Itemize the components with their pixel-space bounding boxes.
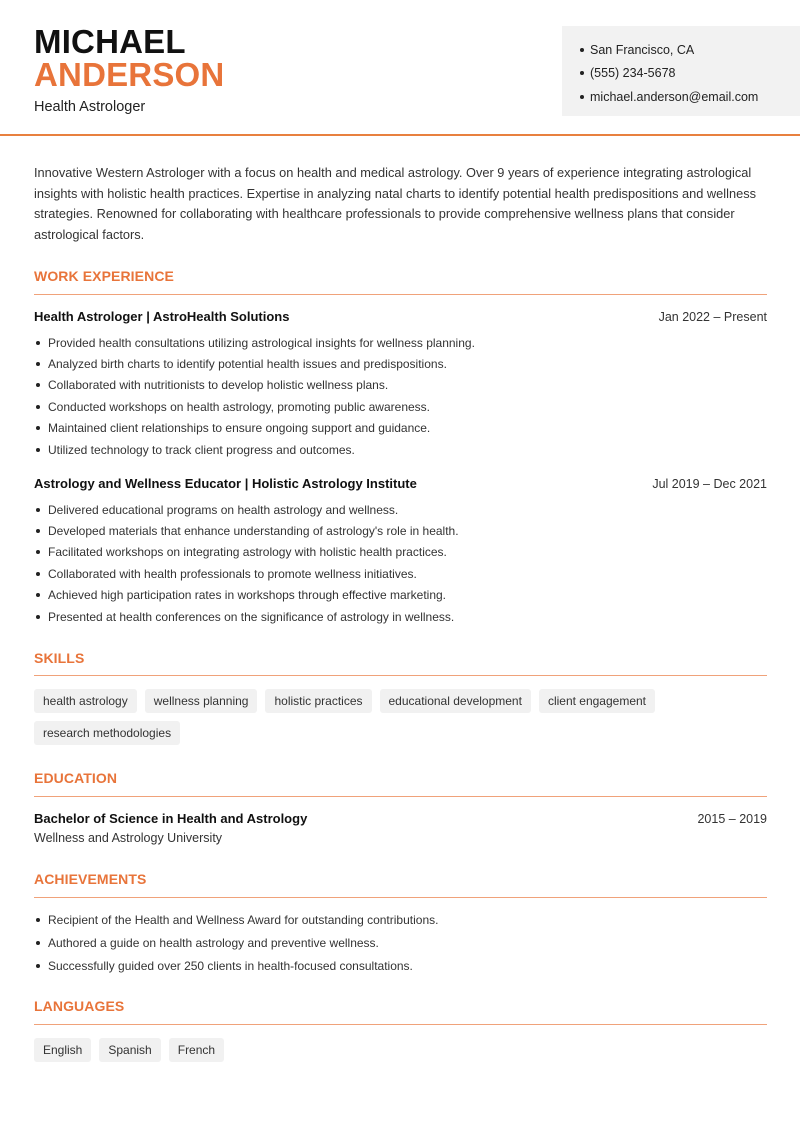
list-item-text: Presented at health conferences on the significance of astrology in wellness. (48, 609, 455, 624)
achievements-heading: ACHIEVEMENTS (34, 871, 147, 887)
bullet-icon (580, 95, 584, 99)
job-dates: Jul 2019 – Dec 2021 (652, 477, 767, 491)
resume-header (0, 0, 800, 136)
achievements-list (34, 909, 767, 977)
bullet-icon (36, 529, 40, 533)
list-item-text: Provided health consultations utilizing astrological insights for wellness planning. (48, 335, 475, 350)
last-name: ANDERSON (34, 56, 225, 93)
job-title: Health Astrologer (34, 99, 146, 115)
job-entry-header (34, 476, 767, 491)
bullet-icon (36, 550, 40, 554)
list-item-text: Conducted workshops on health astrology, promoting public awareness. (48, 399, 430, 414)
bullet-icon (36, 615, 40, 619)
bullet-icon (580, 71, 584, 75)
skill-tag: health astrology (34, 689, 137, 713)
bullet-icon (36, 508, 40, 512)
list-item-text: Utilized technology to track client progress and outcomes. (48, 442, 355, 457)
list-item (34, 332, 767, 353)
list-item (34, 563, 767, 584)
job-title-company: Health Astrologer | AstroHealth Solutions (34, 309, 290, 324)
job-title-company: Astrology and Wellness Educator | Holistic Astrology Institute (34, 476, 417, 491)
list-item-text: Successfully guided over 250 clients in health-focused consultations. (48, 958, 413, 973)
contact-box (562, 26, 800, 116)
list-item-text: Delivered educational programs on health astrology and wellness. (48, 502, 399, 517)
bullet-icon (36, 448, 40, 452)
bullet-icon (36, 593, 40, 597)
bullet-icon (36, 941, 40, 945)
list-item (34, 353, 767, 374)
contact-email-text[interactable]: michael.anderson@email.com (590, 89, 759, 104)
contact-phone (580, 62, 800, 86)
list-item (34, 909, 767, 932)
section-divider (34, 294, 767, 295)
section-divider (34, 796, 767, 797)
list-item (34, 418, 767, 439)
section-divider (34, 1024, 767, 1025)
bullet-icon (36, 964, 40, 968)
list-item-text: Collaborated with health professionals to promote wellness initiatives. (48, 566, 417, 581)
list-item (34, 499, 767, 520)
skill-tag: holistic practices (265, 689, 371, 713)
language-tag: French (169, 1038, 224, 1062)
language-tag: English (34, 1038, 91, 1062)
bullet-icon (36, 362, 40, 366)
list-item (34, 439, 767, 460)
contact-email[interactable] (580, 85, 800, 109)
contact-phone-text: (555) 234-5678 (590, 66, 676, 81)
list-item (34, 585, 767, 606)
list-item (34, 520, 767, 541)
education-dates: 2015 – 2019 (697, 812, 767, 826)
summary-paragraph: Innovative Western Astrologer with a focus on health and medical astrology. Over 9 years of experience integrating astrological insights with holistic health practices. Expertise in analyzing natal charts to identify potential health predispositions and wellness strategies. Renowned for collaborating with healthcare professionals to provide comprehensive wellness plans that consider astrological factors. (34, 165, 756, 243)
list-item-text: Collaborated with nutritionists to develop holistic wellness plans. (48, 378, 389, 393)
contact-location (580, 38, 800, 62)
bullet-icon (580, 48, 584, 52)
contact-location-text: San Francisco, CA (590, 42, 695, 57)
skill-tag: educational development (380, 689, 531, 713)
list-item (34, 396, 767, 417)
job-bullets (34, 332, 767, 460)
education-heading: EDUCATION (34, 770, 118, 786)
bullet-icon (36, 918, 40, 922)
job-entry-header (34, 309, 767, 324)
list-item (34, 932, 767, 955)
skills-tags (34, 689, 767, 745)
school-name: Wellness and Astrology University (34, 831, 223, 845)
list-item-text: Developed materials that enhance understanding of astrology's role in health. (48, 524, 459, 539)
list-item (34, 375, 767, 396)
bullet-icon (36, 383, 40, 387)
list-item-text: Analyzed birth charts to identify potential health issues and predispositions. (48, 357, 447, 372)
job-bullets (34, 499, 767, 627)
work-experience-heading: WORK EXPERIENCE (34, 268, 174, 284)
list-item (34, 606, 767, 627)
list-item (34, 955, 767, 978)
list-item-text: Authored a guide on health astrology and preventive wellness. (48, 936, 379, 951)
list-item-text: Maintained client relationships to ensure ongoing support and guidance. (48, 421, 431, 436)
bullet-icon (36, 426, 40, 430)
list-item-text: Facilitated workshops on integrating astrology with holistic health practices. (48, 545, 447, 560)
language-tag: Spanish (99, 1038, 160, 1062)
bullet-icon (36, 341, 40, 345)
bullet-icon (36, 572, 40, 576)
skill-tag: client engagement (539, 689, 655, 713)
education-entry-header (34, 811, 767, 826)
skill-tag: wellness planning (145, 689, 258, 713)
language-tags (34, 1038, 767, 1062)
list-item-text: Achieved high participation rates in workshops through effective marketing. (48, 588, 446, 603)
bullet-icon (36, 405, 40, 409)
list-item (34, 542, 767, 563)
languages-heading: LANGUAGES (34, 998, 125, 1014)
degree-title: Bachelor of Science in Health and Astrology (34, 811, 308, 826)
first-name: MICHAEL (34, 23, 186, 60)
list-item-text: Recipient of the Health and Wellness Award for outstanding contributions. (48, 913, 439, 928)
skills-heading: SKILLS (34, 650, 85, 666)
skill-tag: research methodologies (34, 721, 180, 745)
section-divider (34, 897, 767, 898)
job-dates: Jan 2022 – Present (658, 310, 767, 324)
section-divider (34, 675, 767, 676)
